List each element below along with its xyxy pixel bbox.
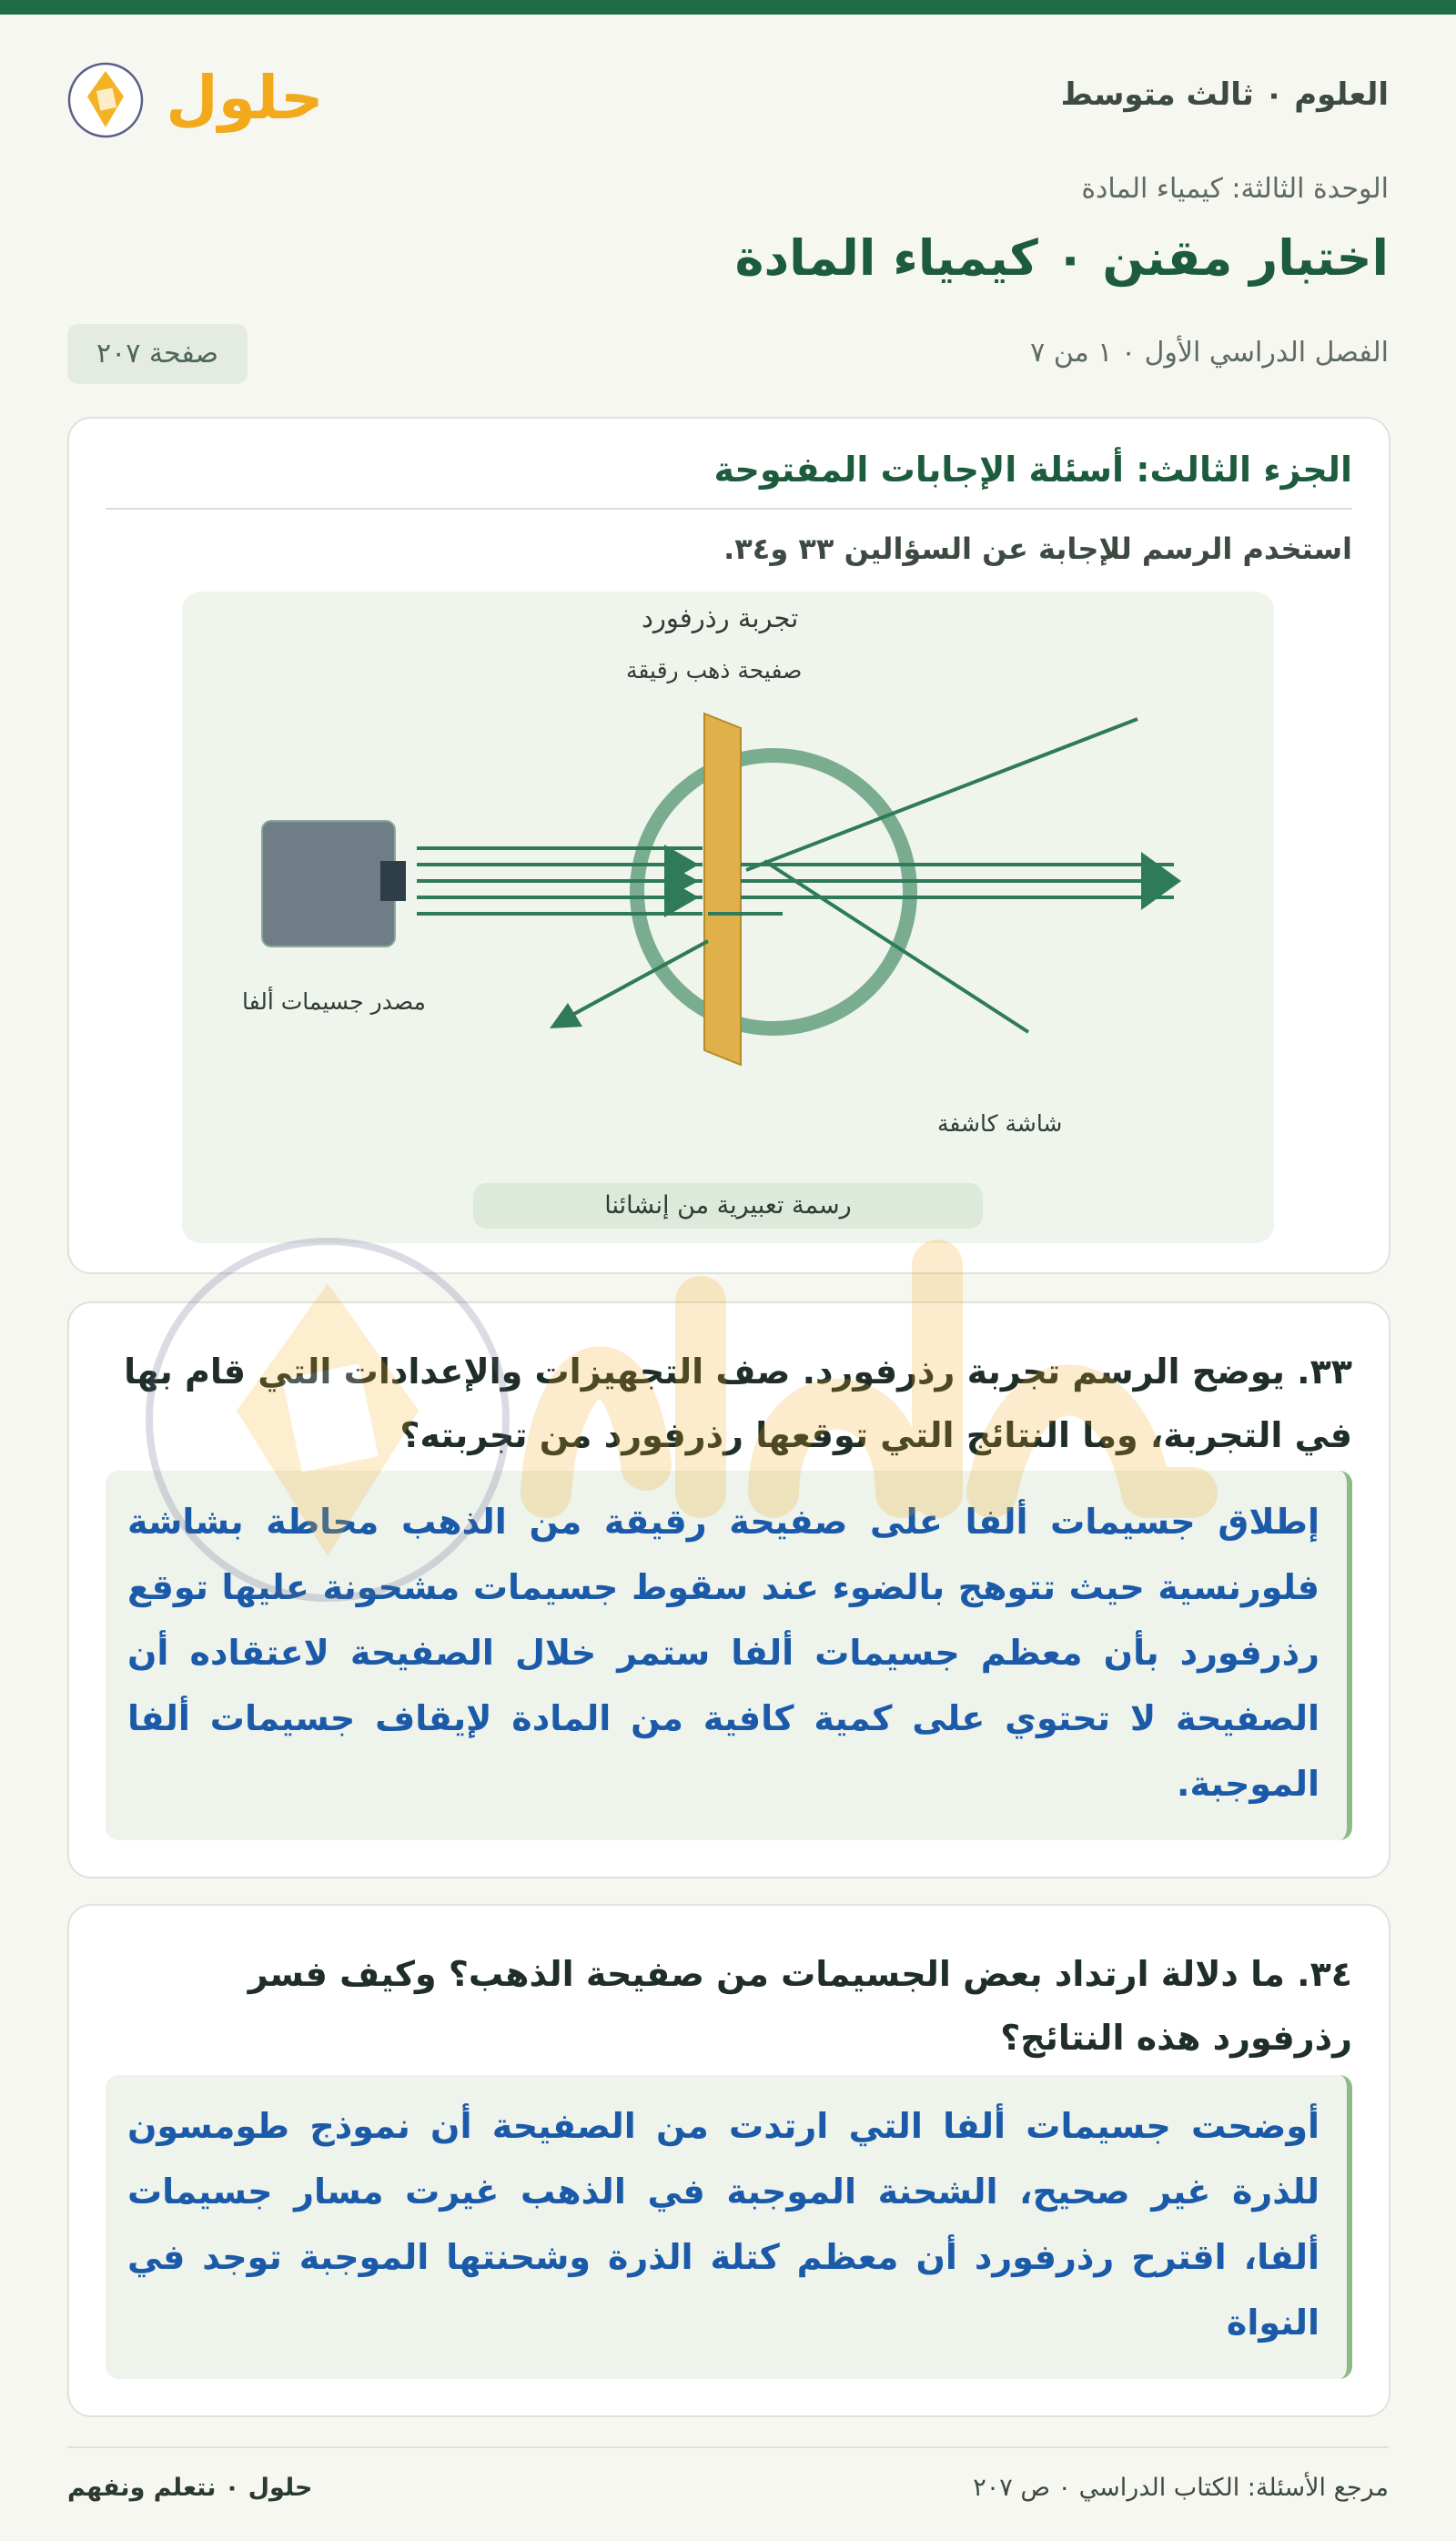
figure-card (67, 417, 1390, 1274)
page-title: اختبار مقنن ٠ كيمياء المادة (734, 229, 1389, 287)
answer-34: أوضحت جسيمات ألفا التي ارتدت من الصفيحة أن نموذج طومسون للذرة غير صحيح، الشحنة الموجبة في الذهب غيرت مسار جسيمات ألفا، اقترح رذرفورد أن معظم كتلة الذرة وشحنتها الموجبة توجد في النواة (106, 2075, 1352, 2379)
answer-33: إطلاق جسيمات ألفا على صفيحة رقيقة من الذهب محاطة بشاشة فلورنسية حيث تتوهج بالضوء عند سقوط جسيمات مشحونة عليها توقع رذرفورد بأن معظم جسيمات ألفا ستمر خلال الصفيحة لاعتقاده أن الصفيحة لا تحتوي على كمية كافية من المادة لإيقاف جسيمات ألفا الموجبة. (106, 1471, 1352, 1840)
rebound-beam (564, 941, 708, 1019)
instruction-text: استخدم الرسم للإجابة عن السؤالين ٣٣ و٣٤. (723, 531, 1352, 566)
term-progress: الفصل الدراسي الأول ٠ ١ من ٧ (1030, 337, 1389, 369)
page-number-badge: صفحة ٢٠٧ (67, 324, 248, 384)
rebound-arrowhead (550, 1003, 582, 1028)
brand-logo (67, 44, 340, 162)
top-accent-bar (0, 0, 1456, 15)
figure-title: تجربة رذرفورد (642, 602, 799, 633)
footer-reference: مرجع الأسئلة: الكتاب الدراسي ٠ ص ٢٠٧ (973, 2474, 1389, 2502)
source-label: مصدر جسيمات ألفا (242, 988, 426, 1015)
page-header (67, 44, 1389, 162)
incoming-beams (417, 848, 703, 914)
alpha-source-box (262, 821, 395, 947)
rutherford-figure (182, 592, 1274, 1243)
subject-label: العلوم ٠ ثالث متوسط (1060, 76, 1389, 113)
question-33: ٣٣. يوضح الرسم تجربة رذرفورد. صف التجهيزات والإعدادات التي قام بها في التجربة، وما النتائج التي توقعها رذرفورد من تجربته؟ (124, 1351, 1352, 1455)
foil-label: صفيحة ذهب رقيقة (626, 657, 803, 683)
screen-arrowheads (1141, 852, 1181, 910)
gold-foil (704, 714, 741, 1065)
alpha-source-nozzle (380, 861, 406, 901)
unit-label: الوحدة الثالثة: كيمياء المادة (1081, 173, 1389, 205)
question-34: ٣٤. ما دلالة ارتداد بعض الجسيمات من صفيحة الذهب؟ وكيف فسر رذرفورد هذه النتائج؟ (248, 1954, 1352, 2058)
footer-divider (67, 2446, 1389, 2448)
screen-label: شاشة كاشفة (937, 1110, 1063, 1137)
question-33-card (67, 1301, 1390, 1878)
figure-caption: رسمة تعبيرية من إنشائنا (473, 1183, 983, 1229)
beam-arrowheads (664, 845, 699, 917)
footer-brand: حلول ٠ نتعلم ونفهم (67, 2474, 313, 2502)
section-title: الجزء الثالث: أسئلة الإجابات المفتوحة (713, 450, 1352, 490)
svg-text:حلول: حلول (166, 63, 324, 133)
rutherford-diagram (182, 592, 1274, 1243)
section-divider (106, 508, 1352, 510)
deflected-beams (708, 719, 1174, 1032)
question-34-card (67, 1904, 1390, 2417)
